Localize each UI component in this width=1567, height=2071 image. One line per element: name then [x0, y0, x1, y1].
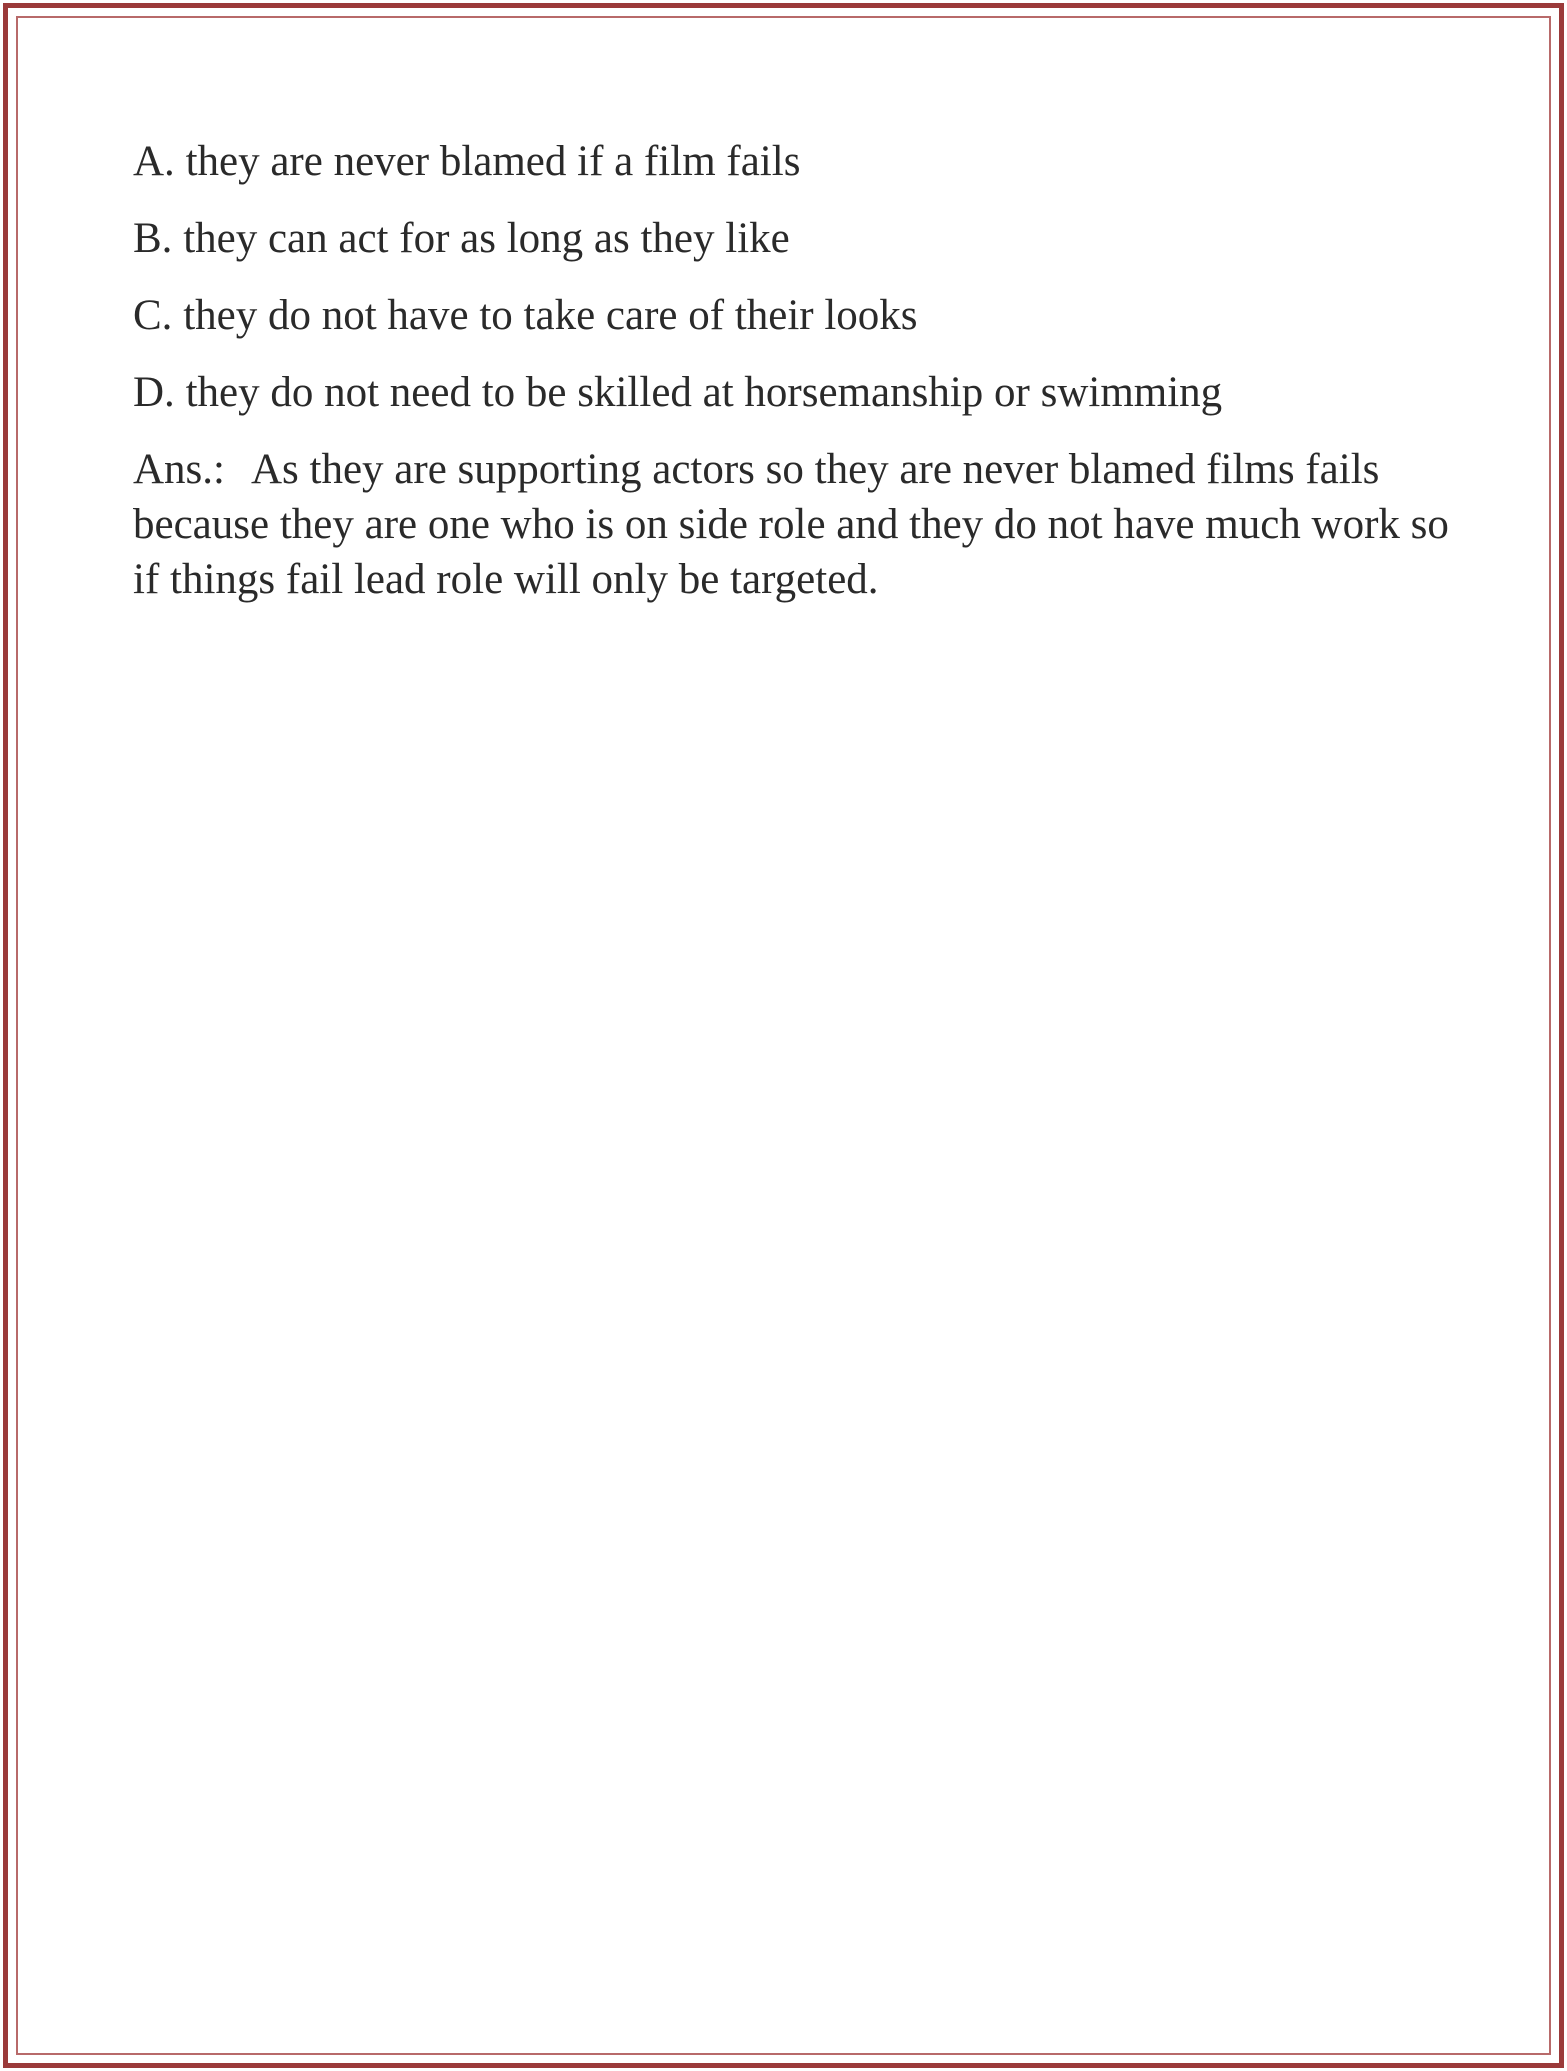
option-letter: A. [133, 138, 175, 185]
answer-paragraph [133, 442, 1453, 607]
option-text: they are never blamed if a film fails [185, 138, 801, 185]
option-text: they do not have to take care of their looks [183, 292, 918, 339]
option-letter: C. [133, 292, 173, 339]
answer-label: Ans.: [133, 446, 225, 493]
option-text: they can act for as long as they like [183, 215, 790, 262]
answer-text: As they are supporting actors so they are never blamed films fails because they are one who is on side role and they do not have much work so if things fail lead role will only be targeted. [133, 446, 1449, 603]
option-d [133, 365, 1453, 420]
option-text: they do not need to be skilled at horsemanship or swimming [185, 369, 1223, 416]
document-content [133, 134, 1453, 607]
option-letter: D. [133, 369, 175, 416]
option-letter: B. [133, 215, 173, 262]
option-b [133, 211, 1453, 266]
option-a [133, 134, 1453, 189]
option-c [133, 288, 1453, 343]
